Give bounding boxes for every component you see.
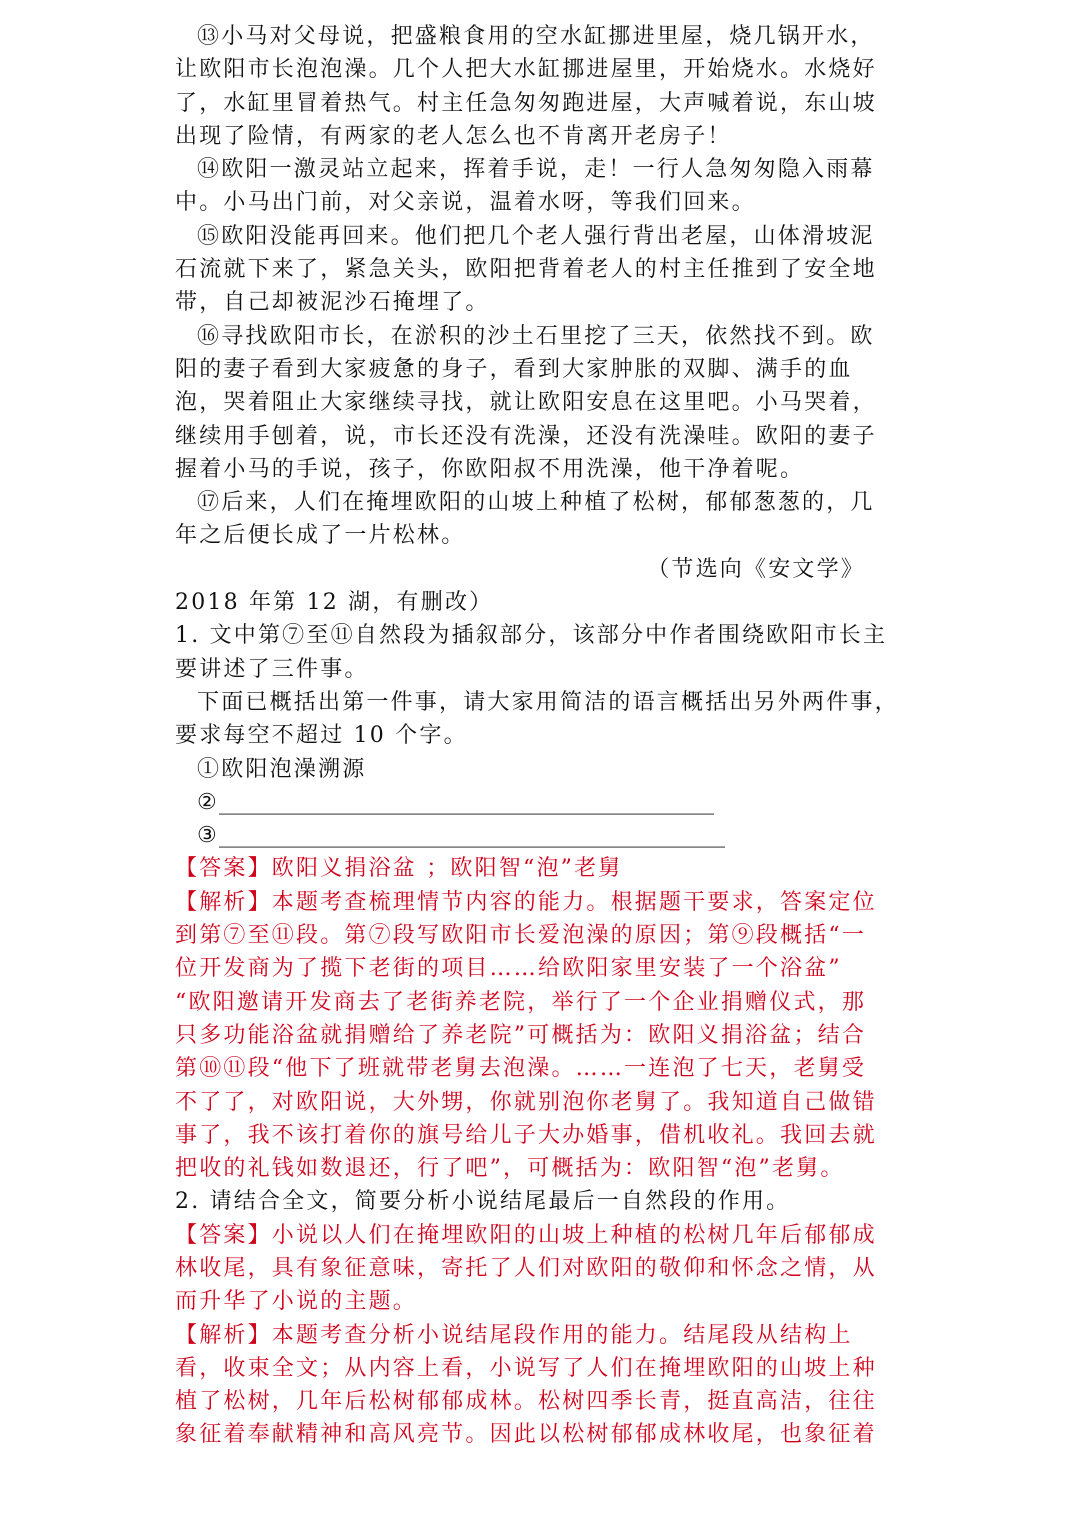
- article-line: 握着小马的手说，孩子，你欧阳叔不用洗澡，他干净着呢。: [175, 456, 805, 482]
- article-line: ⑮欧阳没能再回来。他们把几个老人强行背出老屋，山体滑坡泥: [197, 223, 875, 249]
- document-page: [175, 20, 899, 1452]
- question-instruction: 要求每空不超过 10 个字。: [175, 723, 468, 749]
- question-text: 要讲述了三件事。: [175, 656, 369, 682]
- analysis-text: 植了松树，几年后松树郁郁成林。松树四季长青，挺直高洁，往往: [175, 1389, 877, 1415]
- answer-item-2: [175, 786, 895, 819]
- question-instruction: 下面已概括出第一件事，请大家用简洁的语言概括出另外两件事，: [197, 689, 899, 715]
- question-text: 1. 文中第⑦至⑪自然段为插叙部分，该部分中作者围绕欧阳市长主: [175, 623, 888, 649]
- fill-blank-3[interactable]: ______________________________________________: [218, 823, 725, 849]
- analysis-text: 到第⑦至⑪段。第⑦段写欧阳市长爱泡澡的原因；第⑨段概括“一: [175, 923, 867, 949]
- article-line: 阳的妻子看到大家疲惫的身子，看到大家肿胀的双脚、满手的血: [175, 356, 853, 382]
- article-line: 石流就下来了，紧急关头，欧阳把背着老人的村主任推到了安全地: [175, 257, 877, 283]
- article-line: 了，水缸里冒着热气。村主任急匆匆跑进屋，大声喊着说，东山坡: [175, 90, 877, 116]
- article-line: 出现了险情，有两家的老人怎么也不肯离开老房子！: [175, 123, 732, 149]
- analysis-text: 只多功能浴盆就捐赠给了养老院”可概括为：欧阳义捐浴盆；结合: [175, 1022, 867, 1048]
- answer-text: 林收尾，具有象征意味，寄托了人们对欧阳的敬仰和怀念之情，从: [175, 1255, 877, 1281]
- analysis-text: 位开发商为了揽下老街的项目……给欧阳家里安装了一个浴盆”: [175, 956, 842, 982]
- article-line: 带，自己却被泥沙石掩埋了。: [175, 290, 490, 316]
- answer-item-1: ①欧阳泡澡溯源: [197, 756, 367, 782]
- item-number: ③: [197, 823, 219, 849]
- analysis-text: 第⑩⑪段“他下了班就带老舅去泡澡。……一连泡了七天，老舅受: [175, 1056, 867, 1082]
- answer-text: 而升华了小说的主题。: [175, 1289, 418, 1315]
- answer-text: 【答案】欧阳义捐浴盆 ；欧阳智“泡”老舅: [175, 856, 623, 882]
- article-line: ⑬小马对父母说，把盛粮食用的空水缸挪进里屋，烧几锅开水，: [197, 24, 875, 49]
- article-line: ⑯寻找欧阳市长，在淤积的沙土石里挖了三天，依然找不到。欧: [197, 323, 875, 349]
- article-line: ⑰后来，人们在掩埋欧阳的山坡上种植了松树，郁郁葱葱的，几: [197, 490, 875, 516]
- analysis-text: 看，收束全文；从内容上看，小说写了人们在掩埋欧阳的山坡上种: [175, 1355, 877, 1381]
- question-2: [175, 1185, 895, 1451]
- item-number: ②: [197, 789, 219, 815]
- analysis-text: 【解析】本题考查分析小说结尾段作用的能力。结尾段从结构上: [175, 1322, 853, 1348]
- analysis-text: 事了，我不该打着你的旗号给儿子大办婚事，借机收礼。我回去就: [175, 1122, 877, 1148]
- fill-blank-2[interactable]: _____________________________________________: [218, 789, 714, 815]
- article-line: 中。小马出门前，对父亲说，温着水呀，等我们回来。: [175, 190, 756, 216]
- article-line: 继续用手刨着，说，市长还没有洗澡，还没有洗澡哇。欧阳的妻子: [175, 423, 877, 449]
- article-line: 年之后便长成了一片松林。: [175, 523, 466, 549]
- article-line: 让欧阳市长泡泡澡。几个人把大水缸挪进屋里，开始烧水。水烧好: [175, 57, 877, 83]
- article-source: （节选向《安文学》: [647, 556, 865, 582]
- article-body: [175, 20, 895, 619]
- question-1: [175, 619, 899, 1185]
- analysis-text: 【解析】本题考查梳理情节内容的能力。根据题干要求，答案定位: [175, 889, 877, 915]
- article-source-continued: 2018 年第 12 湖，有删改）: [175, 590, 494, 616]
- analysis-text: “欧阳邀请开发商去了老街养老院，举行了一个企业捐赠仪式，那: [175, 989, 867, 1015]
- analysis-text: 象征着奉献精神和高风亮节。因此以松树郁郁成林收尾，也象征着: [175, 1422, 877, 1448]
- analysis-text: 把收的礼钱如数退还，行了吧”，可概括为：欧阳智“泡”老舅。: [175, 1156, 845, 1182]
- article-line: 泡，哭着阻止大家继续寻找，就让欧阳安息在这里吧。小马哭着，: [175, 390, 877, 416]
- question-text: 2. 请结合全文，简要分析小说结尾最后一自然段的作用。: [175, 1189, 791, 1215]
- article-line: ⑭欧阳一激灵站立起来，挥着手说，走！一行人急匆匆隐入雨幕: [197, 157, 875, 183]
- answer-text: 【答案】小说以人们在掩埋欧阳的山坡上种植的松树几年后郁郁成: [175, 1222, 877, 1248]
- answer-item-3: [175, 819, 895, 852]
- analysis-text: 不了了，对欧阳说，大外甥，你就别泡你老舅了。我知道自己做错: [175, 1089, 877, 1115]
